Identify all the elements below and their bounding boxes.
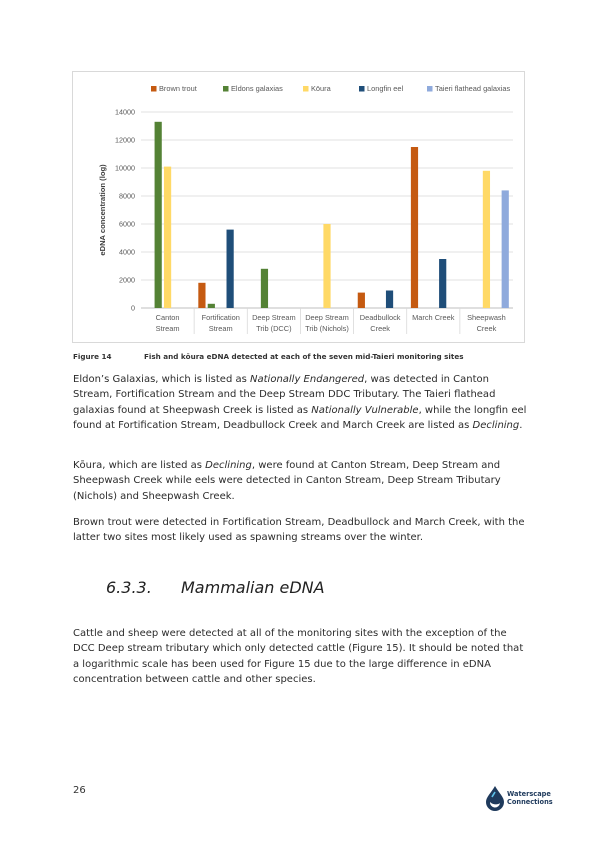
figure-number: Figure 14 xyxy=(73,352,112,361)
paragraph-text xyxy=(73,372,528,434)
legend-label: Longfin eel xyxy=(367,84,404,93)
section-heading xyxy=(106,578,325,597)
paragraph-run: , was detected in Canton Stream, Fortification Stream and the Deep Stream DDC Tributary. The Taieri flathead galaxias found at Sheepwash Creek is listed as xyxy=(73,374,496,416)
figure-14-chart xyxy=(72,71,525,343)
paragraph-eldons-galaxias xyxy=(73,372,528,434)
y-tick-label: 10000 xyxy=(115,163,135,173)
bar-longfin-eel xyxy=(439,259,446,308)
logo-line-1: Waterscape xyxy=(507,790,551,798)
paragraph-text: Brown trout were detected in Fortification Stream, Deadbullock and March Creek, with the latter two sites most likely used as spawning streams over the winter. xyxy=(73,517,525,544)
x-tick-label: Trib (DCC) xyxy=(256,324,292,333)
y-tick-label: 6000 xyxy=(119,219,135,229)
paragraph-text xyxy=(73,458,528,504)
legend-swatch xyxy=(151,86,157,92)
bar-eldons-galaxias xyxy=(261,269,268,308)
x-tick-label: Stream xyxy=(155,324,180,333)
x-tick-label: Stream xyxy=(208,324,233,333)
y-tick-label: 14000 xyxy=(115,107,135,117)
bar-brown-trout xyxy=(411,147,418,308)
section-number: 6.3.3. xyxy=(106,578,152,597)
legend-swatch xyxy=(359,86,365,92)
y-tick-label: 12000 xyxy=(115,135,135,145)
italic-term: Declining xyxy=(205,460,252,471)
figure-caption xyxy=(73,352,533,361)
bar-k-ura xyxy=(323,224,330,308)
bar-taieri-flathead-galaxias xyxy=(502,190,509,308)
water-drop-logo-icon xyxy=(484,785,506,811)
paragraph-run: Eldon’s Galaxias, which is listed as xyxy=(73,374,251,385)
y-tick-label: 4000 xyxy=(119,247,135,257)
bar-eldons-galaxias xyxy=(155,122,162,308)
x-tick-label: Sheepwash xyxy=(467,313,506,322)
legend-label: Eldons galaxias xyxy=(231,84,283,93)
paragraph-run: , were found at Canton Stream, Deep Stream and Sheepwash Creek while eels were detected in Canton Stream, Deep Stream Tributary (Nichols) and Sheepwash Creek. xyxy=(73,460,501,502)
y-tick-label: 2000 xyxy=(119,275,135,285)
waterscape-logo xyxy=(484,785,564,813)
italic-term: Nationally Endangered xyxy=(250,374,365,385)
x-tick-label: Trib (Nichols) xyxy=(305,324,349,333)
legend-label: Brown trout xyxy=(159,84,197,93)
paragraph-run: Kōura, which are listed as xyxy=(73,460,206,471)
paragraph-koura xyxy=(73,458,528,504)
paragraph-brown-trout xyxy=(73,515,528,546)
y-tick-label: 0 xyxy=(131,303,135,313)
bar-chart xyxy=(73,72,526,344)
logo-line-2: Connections xyxy=(507,797,553,806)
y-axis-label: eDNA concentration (log) xyxy=(98,164,107,256)
legend-swatch xyxy=(427,86,433,92)
paragraph-mammalian xyxy=(73,626,528,688)
x-tick-label: Fortification xyxy=(201,313,240,322)
x-tick-label: Deadbullock xyxy=(359,313,401,322)
legend-label: Taieri flathead galaxias xyxy=(435,84,511,93)
legend-label: Kōura xyxy=(311,84,331,93)
legend-swatch xyxy=(223,86,229,92)
bar-k-ura xyxy=(164,167,171,308)
italic-term: Declining xyxy=(472,420,520,432)
paragraph-run: . xyxy=(519,420,523,432)
paragraph-run: , while the longfin eel found at Fortification Stream, Deadbullock Creek and March Creek are listed as xyxy=(73,404,527,432)
paragraph-text: Cattle and sheep were detected at all of the monitoring sites with the exception of the DCC Deep stream tributary which only detected cattle (Figure 15). It should be noted that a logarithmic scale has been used for Figure 15 due to the large difference in eDNA concentration between cattle and other species. xyxy=(73,628,524,686)
x-tick-label: March Creek xyxy=(412,313,455,322)
legend-swatch xyxy=(303,86,309,92)
x-tick-label: Deep Stream xyxy=(305,313,349,322)
bar-brown-trout xyxy=(198,283,205,308)
x-tick-label: Canton xyxy=(155,313,180,322)
figure-caption-text: Fish and kōura eDNA detected at each of the seven mid-Taieri monitoring sites xyxy=(144,352,464,361)
page-number: 26 xyxy=(73,785,86,796)
bar-longfin-eel xyxy=(227,230,234,308)
y-tick-label: 8000 xyxy=(119,191,135,201)
bar-brown-trout xyxy=(358,293,365,308)
bar-longfin-eel xyxy=(386,291,393,309)
logo-text xyxy=(507,791,553,806)
bar-k-ura xyxy=(483,171,490,308)
section-title: Mammalian eDNA xyxy=(181,578,325,597)
x-tick-label: Creek xyxy=(476,324,497,333)
bar-eldons-galaxias xyxy=(208,304,215,308)
x-tick-label: Deep Stream xyxy=(252,313,296,322)
x-tick-label: Creek xyxy=(370,324,391,333)
italic-term: Nationally Vulnerable xyxy=(311,404,419,416)
